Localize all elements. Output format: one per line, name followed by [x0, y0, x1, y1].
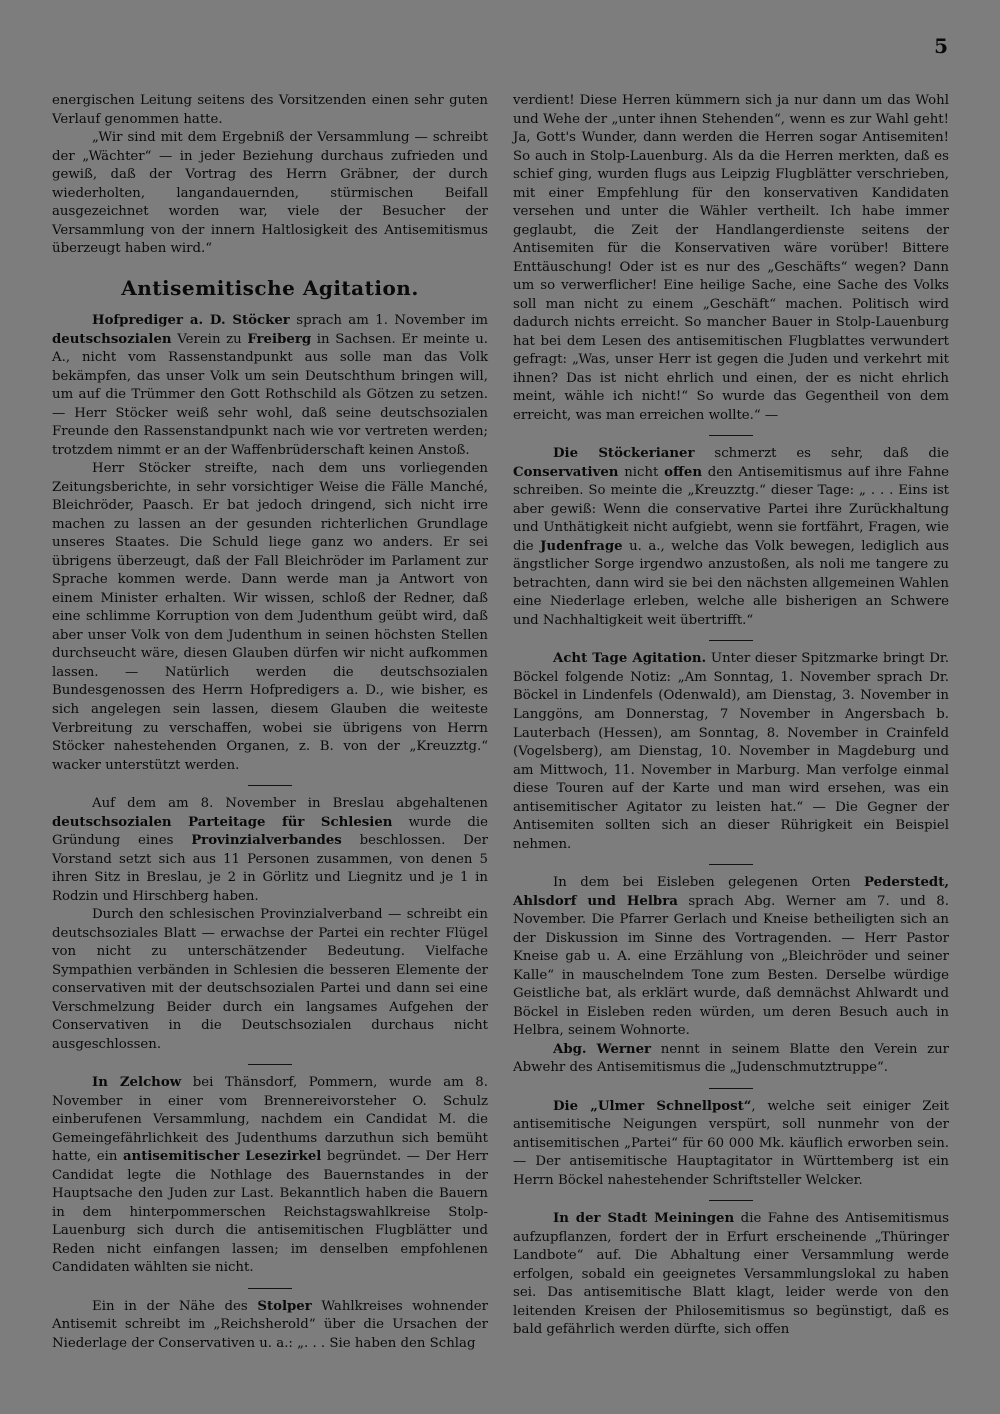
text: beschlossen. Der Vorstand setzt sich aus 11 Personen zusammen, von denen 5 ihren Sitz in Breslau, je 2 in Görlitz und Liegnitz und je 1 in Rodzin und Hirschberg haben. [52, 833, 489, 904]
text: In dem bei Eisleben gelegenen Orten [553, 875, 864, 891]
text: die Fahne des Antisemitismus aufzupflanzen, fordert der in Erfurt erscheinende „Thüringer Landbote“ auf. Die Abhaltung einer Versammlung werde erfolgen, sobald ein geeignetes Versammlungslokal zu haben sei. Das antisemitische Blatt klagt, leider werde von den leitenden Kreisen der Philosemitismus so begünstigt, daß es bald gefährlich werden dürfte, sich offen [513, 1211, 949, 1338]
divider [248, 1288, 292, 1289]
divider [248, 785, 292, 786]
bold-text: In Zelchow [92, 1075, 182, 1091]
section-heading: Antisemitische Agitation. [121, 275, 419, 300]
paragraph [513, 1041, 949, 1078]
bold-text: deutschsozialen [52, 331, 172, 347]
paragraph [52, 1074, 488, 1278]
text: , welche seit einiger Zeit antisemitische Neigungen verspürt, soll nunmehr von der antisemitischen „Partei“ für 60 000 Mk. käuflich erworben sein. — Der antisemitische Hauptagitator in Württemberg ist ein Herrn Böckel nahestehender Schriftsteller Welcker. [513, 1098, 950, 1188]
bold-text: Pederstedt, Ahlsdorf und Helbra [513, 875, 949, 909]
bold-text: Conservativen [513, 464, 619, 480]
text: sprach am 1. November im [289, 313, 489, 329]
bold-text: Judenfrage [540, 538, 623, 554]
text: nennt in seinem Blatte den Verein zur Abwehr des Antisemitismus die „Judenschmutztruppe“. [513, 1041, 949, 1076]
paragraph [513, 1098, 949, 1191]
paragraph [513, 874, 949, 1041]
paragraph: energischen Leitung seitens des Vorsitzenden einen sehr guten Verlauf genommen hatte. [52, 93, 488, 127]
paragraph [52, 1298, 488, 1354]
paragraph [52, 795, 488, 906]
text: sprach Abg. Werner am 7. und 8. November. Die Pfarrer Gerlach und Kneise betheiligten sich an der Diskussion im Sinne des Vortragenden. — Herr Pastor Kneise gab u. A. eine Erzählung von „Bleichröder und seiner Kalle“ in mauschelndem Tone zum Besten. Derselbe würdige Geistliche bat, als erklärt wurde, daß demnächst Ahlwardt und Böckel in Eisleben reden würden, um deren Besuch auch in Helbra, seinem Wohnorte. [513, 893, 949, 1039]
divider [248, 1064, 292, 1065]
paragraph: Durch den schlesischen Provinzialverband — schreibt ein deutschsoziales Blatt — erwachse der Partei ein rechter Flügel von nicht zu unterschätzender Bedeutung. Vielfache Sympathien verbänden in Schlesien die besseren Elemente der conservativen mit der deutschsozialen Partei und dann sei eine Verschmelzung Beider durch ein langsames Aufgehen der Conservativen in die Deutschsozialen durchaus nicht ausgeschlossen. [52, 907, 488, 1052]
bold-text: Stolper [257, 1298, 312, 1314]
text: wurde die Gründung eines [52, 814, 488, 849]
bold-text: Freiberg [247, 331, 312, 347]
text: Wahlkreises wohnender Antisemit schreibt im „Reichsherold“ über die Ursachen der Niederlage der Conservativen u. a.: „. . . Sie haben den Schlag [52, 1298, 488, 1351]
bold-text: Acht Tage Agitation. [553, 651, 707, 667]
bold-text: Die Stöckerianer [553, 446, 695, 462]
text: Unter dieser Spitzmarke bringt Dr. Böckel folgende Notiz: „Am Sonntag, 1. November sprach Dr. Böckel in Lindenfels (Odenwald), am Dienstag, 3. November in Langgöns, am Donnerstag, 7 November in Angersbach b. Lauterbach (Hessen), am Sonntag, 8. November in Crainfeld (Vogelsberg), am Dienstag, 10. November in Magdeburg und am Mittwoch, 11. November in Marburg. Man verfolge einmal diese Touren auf der Karte und man wird ersehen, was ein antisemitischer Agitator zu leisten hat.“ — Die Gegner der Antisemiten sollten sich an dieser Rührigkeit ein Beispiel nehmen. [513, 651, 949, 852]
bold-text: Abg. Werner [553, 1041, 652, 1057]
divider [709, 1088, 753, 1089]
left-column [52, 92, 488, 1353]
paragraph: Herr Stöcker streifte, nach dem uns vorliegenden Zeitungsberichte, in sehr vorsichtiger Weise die Fälle Manché, Bleichröder, Paasch. Er bat jedoch dringend, sich nicht irre machen zu lassen an der gesunden richterlichen Grundlage unseres Staates. Die Schuld liege ganz wo anders. Er sei übrigens überzeugt, daß der Fall Bleichröder im Parlament zur Sprache kommen werde. Dann werde man ja Antwort von einem Minister erhalten. Wir wissen, schloß der Redner, daß eine schlimme Korruption von dem Judenthum geübt wird, daß aber unser Volk von dem Judenthum in seinen höchsten Stellen durchseucht wäre, diesen Glauben dürfen wir nicht aufkommen lassen. — Natürlich werden die deutschsozialen Bundesgenossen des Herrn Hofpredigers a. D., wie bisher, es sich angelegen sein lassen, diesem Glauben die weiteste Verbreitung zu verschaffen, wobei sie übrigens von Herrn Stöcker nahestehenden Organen, z. B. von der „Kreuzztg.“ wacker unterstützt werden. [52, 461, 488, 773]
paragraph [513, 650, 949, 854]
text: den Antisemitismus auf ihre Fahne schreiben. So meinte die „Kreuzztg.“ dieser Tage: „ . . . Eins ist aber gewiß: Wenn die conservative Partei ihre Zurückhaltung und Unthätigkeit nicht aufgiebt, wenn sie fortfährt, Fragen, wie die [513, 464, 950, 554]
text: bei Thänsdorf, Pommern, wurde am 8. November in einer vom Brennereivorsteher O. Schulz einberufenen Versammlung, nachdem ein Candidat M. die Gemeingefährlichkeit des Judenthums darzuthun sich bemüht hatte, ein [52, 1075, 488, 1165]
bold-text: Hofprediger a. D. Stöcker [92, 313, 290, 329]
text: Ein in der Nähe des [92, 1298, 258, 1314]
divider [709, 1200, 753, 1201]
page-number: 5 [934, 34, 948, 58]
text: Verein zu [171, 331, 248, 347]
divider [709, 435, 753, 436]
bold-text: In der Stadt Meiningen [553, 1211, 735, 1227]
paragraph: „Wir sind mit dem Ergebniß der Versammlung — schreibt der „Wächter“ — in jeder Beziehung durchaus zufrieden und gewiß, daß der Vortrag des Herrn Gräbner, der durch wiederholten, langandauernden, stürmischen Beifall ausgezeichnet worden war, viele der Besucher der Versammlung von der innern Haltlosigkeit des Antisemitismus überzeugt haben wird.“ [52, 130, 488, 257]
text: schmerzt es sehr, daß die [694, 446, 949, 462]
paragraph [513, 445, 949, 630]
bold-text: offen [664, 464, 703, 480]
bold-text: deutschsozialen Parteitage für Schlesien [52, 814, 393, 830]
right-column [513, 92, 949, 1340]
divider [709, 640, 753, 641]
text: in Sachsen. Er meinte u. A., nicht vom Rassenstandpunkt aus solle man das Volk bekämpfen, das unser Volk um sein Deutschthum bringen will, um auf die Trümmer den Gott Rothschild als Götzen zu setzen. — Herr Stöcker weiß sehr wohl, daß seine deutschsozialen Freunde den Rassenstandpunkt nach wie vor vertreten werden; trotzdem nimmt er an der Waffenbrüderschaft keinen Anstoß. [52, 331, 489, 458]
text: Auf dem am 8. November in Breslau abgehaltenen [92, 796, 488, 812]
paragraph: verdient! Diese Herren kümmern sich ja nur dann um das Wohl und Wehe der „unter ihnen Stehenden“, wenn es zur Wahl geht! Ja, Gott's Wunder, dann werden die Herren sogar Antisemiten! So auch in Stolp-Lauenburg. Als da die Herren merkten, daß es schief ging, wurden flugs aus Leipzig Flugblätter verschrieben, mit einer Empfehlung für den konservativen Kandidaten versehen und unter die Wähler vertheilt. Ich habe immer geglaubt, die Zeit der Handlangerdienste seitens der Antisemiten für die Konservativen wäre vorüber! Bittere Enttäuschung! Oder ist es nur des „Geschäfts“ wegen? Dann um so verwerflicher! Eine heilige Sache, eine Sache des Volks soll man nicht zu einem „Geschäft“ machen. Politisch wird dadurch nichts erreicht. So mancher Bauer in Stolp-Lauenburg hat bei dem Lesen des antisemitischen Flugblattes verwundert gefragt: „Was, unser Herr ist gegen die Juden und verkehrt mit ihnen? Das ist nicht ehrlich und einen, der es nicht ehrlich meint, wähle ich nicht!“ So wurde das Gegentheil von dem erreicht, was man erreichen wollte.“ — [513, 93, 949, 423]
bold-text: antisemitischer Lesezirkel [122, 1149, 322, 1165]
text: nicht [618, 464, 665, 480]
text: u. a., welche das Volk bewegen, lediglich aus ängstlicher Sorge irgendwo anzustoßen, als noli me tangere zu betrachten, dann wird sie bei den nächsten allgemeinen Wahlen eine Niederlage erleben, welche alle bisherigen an Schwere und Nachhaltigkeit weit übertrifft.“ [513, 538, 949, 628]
paragraph [52, 312, 488, 460]
text: begründet. — Der Herr Candidat legte die Nothlage des Bauernstandes in der Hauptsache den Juden zur Last. Bekanntlich haben die Bauern in dem hinterpommerschen Reichstagswahlkreise Stolp-Lauenburg sich durch die antisemitischen Flugblätter und Reden nicht einfangen lassen; im denselben empfohlenen Candidaten wählten sie nicht. [52, 1149, 488, 1276]
divider [709, 864, 753, 865]
paragraph [513, 1210, 949, 1340]
bold-text: Provinzialverbandes [191, 833, 342, 849]
bold-text: Die „Ulmer Schnellpost“ [553, 1098, 752, 1114]
